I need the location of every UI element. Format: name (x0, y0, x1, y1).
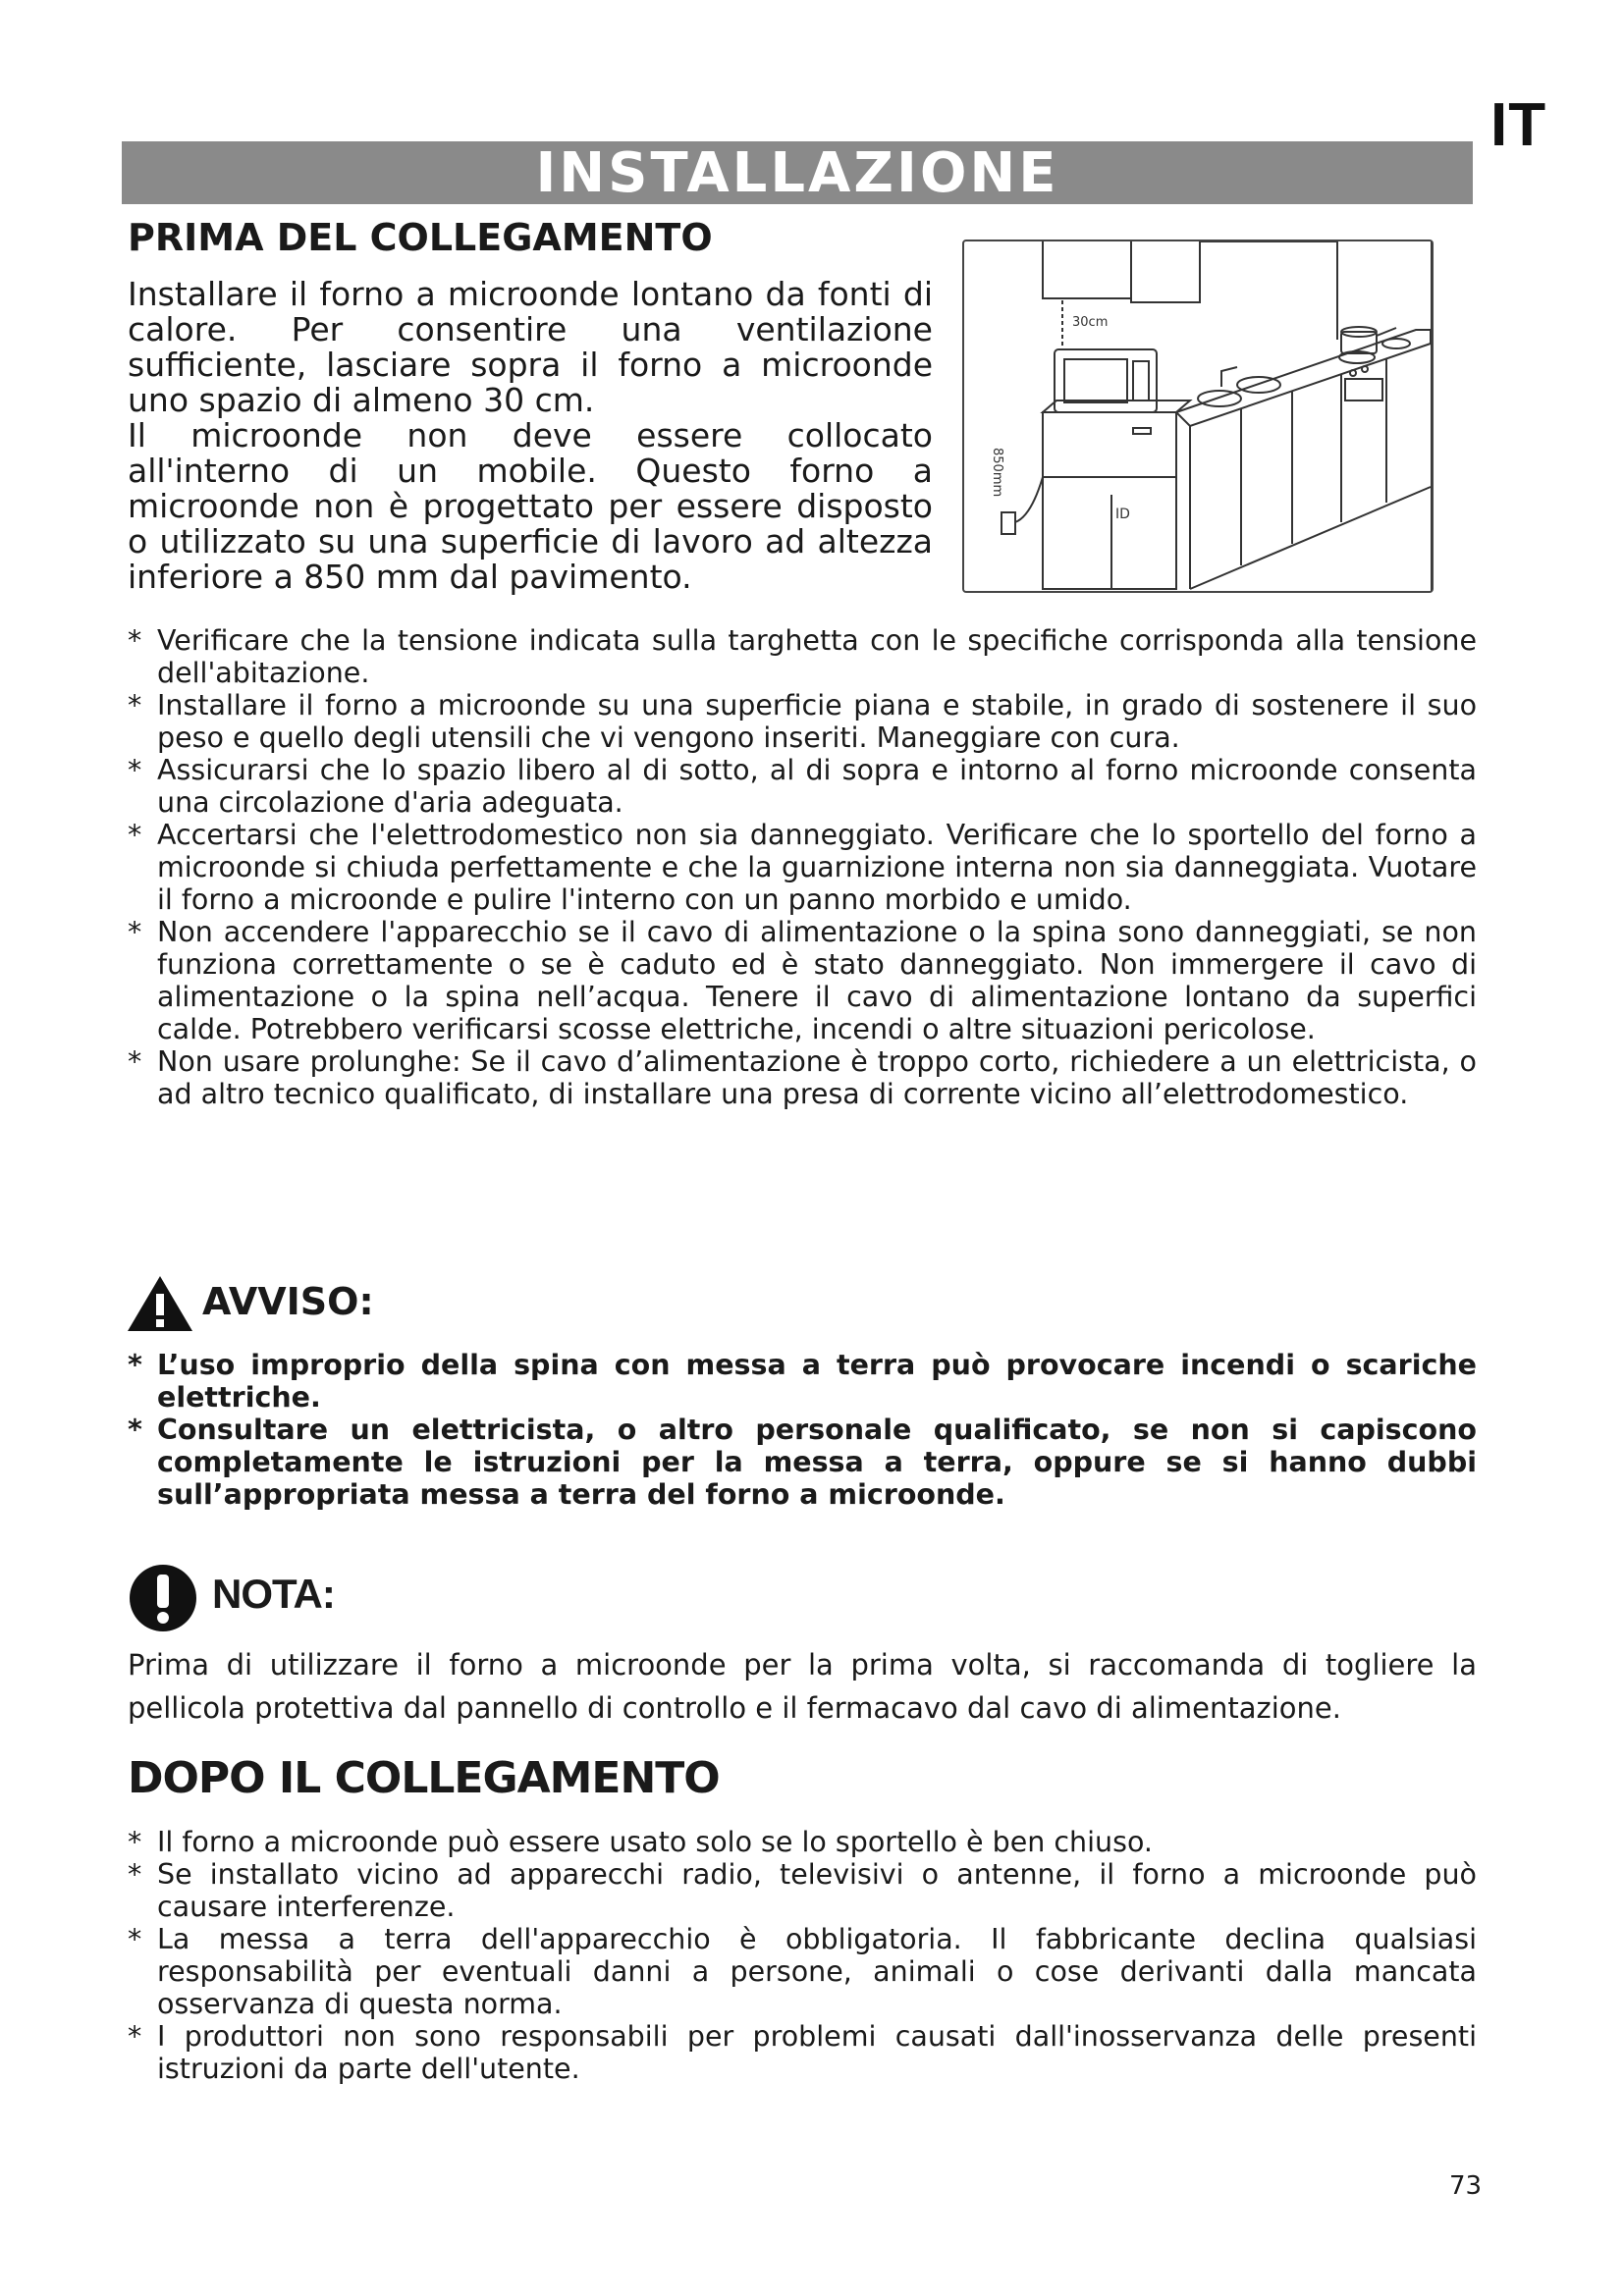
list-item (128, 1349, 1477, 1414)
before-bullet-list (128, 624, 1477, 1110)
list-item-text: Verificare che la tensione indicata sulla targhetta con le specifiche corrisponda alla tensione dell'abitazione. (157, 624, 1477, 689)
list-item-text: I produttori non sono responsabili per problemi causati dall'inosservanza delle presenti istruzioni da parte dell'utente. (157, 2020, 1477, 2085)
exclamation-icon (128, 1563, 198, 1633)
bullet-marker: * (128, 1826, 142, 1858)
bullet-marker: * (128, 2020, 142, 2053)
list-item (128, 1923, 1477, 2020)
list-item (128, 1045, 1477, 1110)
bullet-marker: * (128, 1414, 142, 1446)
intro-text (128, 277, 933, 595)
section-banner (122, 141, 1473, 204)
bullet-marker: * (128, 1858, 142, 1891)
list-item (128, 2020, 1477, 2085)
bullet-marker: * (128, 689, 142, 721)
bullet-marker: * (128, 754, 142, 786)
list-item (128, 754, 1477, 819)
warning-heading: AVVISO: (202, 1280, 374, 1323)
bullet-marker: * (128, 1349, 142, 1381)
after-connection-heading: DOPO IL COLLEGAMENTO (128, 1753, 720, 1803)
bullet-marker: * (128, 916, 142, 948)
bullet-marker: * (128, 1045, 142, 1078)
list-item-text: Il forno a microonde può essere usato solo se lo sportello è ben chiuso. (157, 1826, 1153, 1858)
banner-title: INSTALLAZIONE (535, 140, 1059, 205)
height-label: 850mm (990, 448, 1004, 498)
bullet-marker: * (128, 624, 142, 657)
list-item-text: Assicurarsi che lo spazio libero al di sotto, al di sopra e intorno al forno microonde consenta una circolazione d'aria adeguata. (157, 754, 1477, 819)
page-number: 73 (1449, 2171, 1483, 2201)
list-item-text: La messa a terra dell'apparecchio è obbligatoria. Il fabbricante declina qualsiasi responsabilità per eventuali danni a persone, animali o cose derivanti dalla mancata osservanza di questa norma. (157, 1923, 1477, 2020)
note-heading: NOTA: (212, 1571, 335, 1617)
list-item-text: L’uso improprio della spina con messa a terra può provocare incendi o scariche elettriche. (157, 1349, 1477, 1414)
list-item-text: Consultare un elettricista, o altro personale qualificato, se non si capiscono completamente le istruzioni per la messa a terra, oppure se si hanno dubbi sull’appropriata messa a terra del forno a microonde. (157, 1414, 1477, 1511)
list-item (128, 1826, 1477, 1858)
list-item (128, 1858, 1477, 1923)
intro-paragraph-2: Il microonde non deve essere collocato all'interno di un mobile. Questo forno a microonde non è progettato per essere disposto o utilizzato su una superficie di lavoro ad altezza inferiore a 850 mm dal pavimento. (128, 416, 933, 596)
list-item-text: Se installato vicino ad apparecchi radio, televisivi o antenne, il forno a microonde può causare interferenze. (157, 1858, 1477, 1923)
clearance-label: 30cm (1072, 315, 1109, 330)
note-text: Prima di utilizzare il forno a microonde per la prima volta, si raccomanda di togliere la pellicola protettiva dal pannello di controllo e il fermacavo dal cavo di alimentazione. (128, 1648, 1477, 1725)
warning-icon (126, 1274, 194, 1333)
list-item-text: Installare il forno a microonde su una superficie piana e stabile, in grado di sostenere il suo peso e quello degli utensili che vi vengono inseriti. Maneggiare con cura. (157, 689, 1477, 754)
list-item (128, 819, 1477, 916)
list-item-text: Accertarsi che l'elettrodomestico non sia danneggiato. Verificare che lo sportello del forno a microonde si chiuda perfettamente e che la guarnizione interna non sia danneggiata. Vuotare il forno a microonde e pulire l'interno con un panno morbido e umido. (157, 819, 1477, 916)
list-item (128, 916, 1477, 1045)
before-connection-heading: PRIMA DEL COLLEGAMENTO (128, 216, 713, 259)
installation-illustration (962, 240, 1434, 593)
language-tag: IT (1490, 91, 1547, 159)
after-bullet-list (128, 1826, 1477, 2085)
list-item (128, 689, 1477, 754)
list-item (128, 624, 1477, 689)
warning-bullet-list (128, 1349, 1477, 1511)
list-item-text: Non usare prolunghe: Se il cavo d’alimentazione è troppo corto, richiedere a un elettricista, o ad altro tecnico qualificato, di installare una presa di corrente vicino all’elettrodomestico. (157, 1045, 1477, 1110)
list-item (128, 1414, 1477, 1511)
svg-text:ID: ID (1115, 507, 1130, 522)
list-item-text: Non accendere l'apparecchio se il cavo di alimentazione o la spina sono danneggiati, se non funziona correttamente o se è caduto ed è stato danneggiato. Non immergere il cavo di alimentazione o la spina nell’acqua. Tenere il cavo di alimentazione lontano da superfici calde. Potrebbero verificarsi scosse elettriche, incendi o altre situazioni pericolose. (157, 916, 1477, 1045)
intro-paragraph-1: Installare il forno a microonde lontano da fonti di calore. Per consentire una ventilazione sufficiente, lasciare sopra il forno a microonde uno spazio di almeno 30 cm. (128, 275, 933, 419)
bullet-marker: * (128, 1923, 142, 1955)
bullet-marker: * (128, 819, 142, 851)
